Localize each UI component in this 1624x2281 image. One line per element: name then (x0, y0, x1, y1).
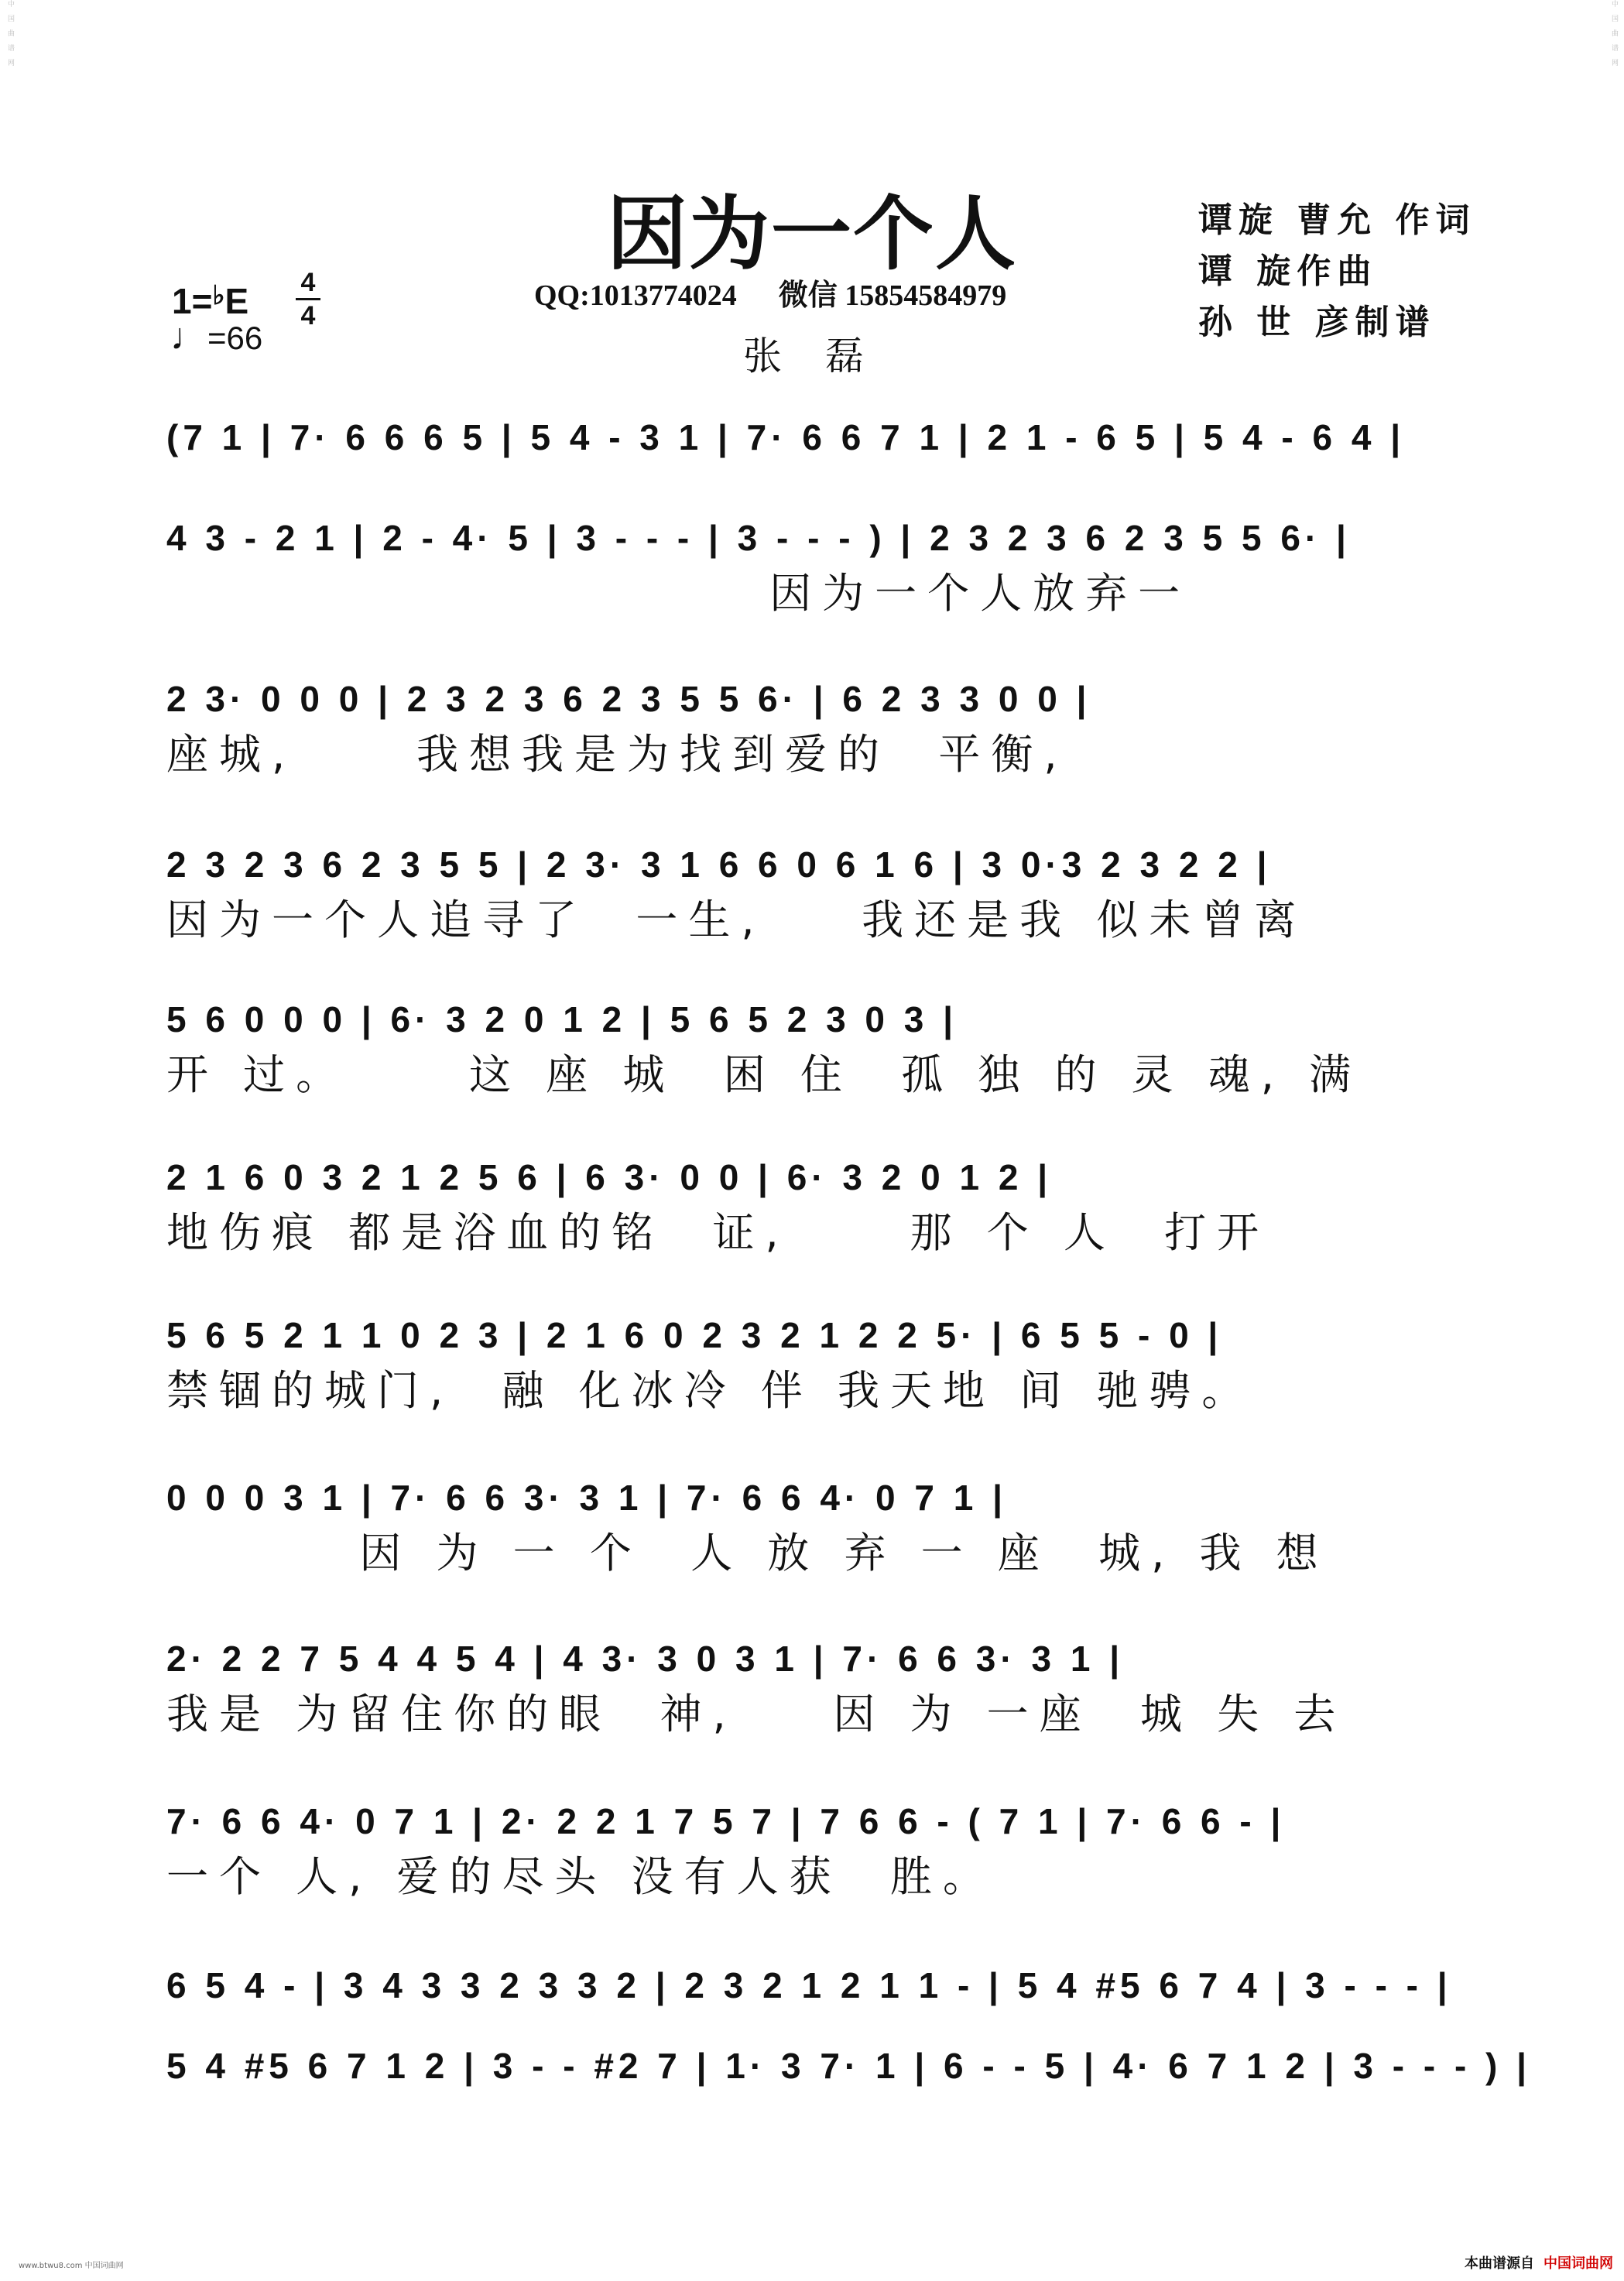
notation-line: 2 3 2 3 6 2 3 5 5 | 2 3· 3 1 6 6 0 6 1 6 | 3 0·3 2 3 2 2 | (166, 844, 1272, 885)
key-note: E (224, 281, 249, 321)
footer-site-name: 中国词曲网 (1543, 2255, 1613, 2272)
lyric-line: 座城, 我想我是为找到爱的 平衡, (166, 730, 1068, 779)
lyric-line: 因为一个人追寻了 一生, 我还是我 似未曾离 (166, 896, 1307, 944)
notation-line: 6 5 4 - | 3 4 3 3 2 3 3 2 | 2 3 2 1 2 1 1 - | 5 4 #5 6 7 4 | 3 - - - | (166, 1965, 1452, 2005)
notation-line: 5 6 0 0 0 | 6· 3 2 0 1 2 | 5 6 5 2 3 0 3 | (166, 999, 958, 1039)
footer-source-label: 本曲谱源自 (1465, 2255, 1534, 2272)
lyric-line: 地伤痕 都是浴血的铭 证, 那 个 人 打开 (166, 1208, 1270, 1257)
time-signature (296, 268, 320, 331)
score-system-2 (166, 511, 1461, 622)
quarter-note-icon: ♩ (170, 317, 207, 358)
score-system-8 (166, 1471, 1461, 1582)
score-system-10 (166, 1794, 1461, 1906)
notation-line: (7 1 | 7· 6 6 6 5 | 5 4 - 3 1 | 7· 6 6 7 1 | 2 1 - 6 5 | 5 4 - 6 4 | (166, 417, 1406, 457)
score-system-4 (166, 837, 1461, 949)
notation-line: 5 6 5 2 1 1 0 2 3 | 2 1 6 0 2 3 2 1 2 2 5· | 6 5 5 - 0 | (166, 1315, 1223, 1355)
notation-line: 4 3 - 2 1 | 2 - 4· 5 | 3 - - - | 3 - - - ) | 2 3 2 3 6 2 3 5 5 6· | (166, 518, 1351, 558)
time-signature-bottom: 4 (300, 301, 316, 331)
score-system-11 (166, 1958, 1461, 2012)
notation-line: 2 3· 0 0 0 | 2 3 2 3 6 2 3 5 5 6· | 6 2 3 3 0 0 | (166, 679, 1091, 719)
notation-line: 7· 6 6 4· 0 7 1 | 2· 2 2 1 7 5 7 | 7 6 6 - ( 7 1 | 7· 6 6 - | (166, 1801, 1286, 1841)
time-signature-top: 4 (300, 268, 316, 297)
arranger-credit: 孙 世 彦制谱 (1198, 303, 1436, 342)
lyricist-credit: 谭旋 曹允 作词 (1198, 200, 1476, 240)
side-watermark-right: 中国曲谱网 (1610, 0, 1618, 74)
side-watermark-left: 中国曲谱网 (6, 0, 14, 74)
key-prefix: 1= (172, 281, 213, 321)
contact-wechat: 微信 15854584979 (778, 279, 1007, 312)
score-system-6 (166, 1150, 1461, 1262)
lyric-line: 禁锢的城门, 融 化冰冷 伴 我天地 间 驰骋。 (166, 1366, 1255, 1415)
notation-line: 5 4 #5 6 7 1 2 | 3 - - #2 7 | 1· 3 7· 1 | 6 - - 5 | 4· 6 7 1 2 | 3 - - - ) | (166, 2046, 1532, 2086)
notation-line: 2· 2 2 7 5 4 4 5 4 | 4 3· 3 0 3 1 | 7· 6 6 3· 3 1 | (166, 1639, 1125, 1679)
footer-source (1465, 2252, 1613, 2272)
contact-qq: QQ:1013774024 (534, 279, 737, 312)
tempo-marking (170, 316, 262, 358)
composer-credit: 谭 旋作曲 (1198, 252, 1378, 291)
score-system-12 (166, 2039, 1532, 2093)
song-title: 因为一个人 (606, 186, 1017, 281)
lyric-line: 开 过。 这 座 城 困 住 孤 独 的 灵 魂, 满 (166, 1050, 1362, 1099)
notation-line: 0 0 0 3 1 | 7· 6 6 3· 3 1 | 7· 6 6 4· 0 7 1 | (166, 1478, 1007, 1518)
flat-sign: ♭ (212, 281, 225, 310)
footer-site-url: www.btwu8.com 中国词曲网 (19, 2262, 124, 2270)
credits-block (1198, 195, 1476, 348)
lyric-line: 因为一个人放弃一 (166, 569, 1191, 618)
lyric-line: 我是 为留住你的眼 神, 因 为 一座 城 失 去 (166, 1690, 1347, 1738)
contact-line (534, 271, 1048, 313)
tempo-value: =66 (207, 320, 263, 356)
score-system-7 (166, 1308, 1461, 1420)
notation-line: 2 1 6 0 3 2 1 2 5 6 | 6 3· 0 0 | 6· 3 2 0 1 2 | (166, 1157, 1053, 1197)
time-signature-bar (296, 298, 320, 300)
score-system-3 (166, 672, 1461, 783)
score-system-5 (166, 992, 1461, 1104)
lyric-line: 一个 人, 爱的尽头 没有人获 胜。 (166, 1852, 995, 1901)
score-system-9 (166, 1632, 1461, 1743)
lyric-line: 因 为 一 个 人 放 弃 一 座 城, 我 想 (166, 1529, 1329, 1577)
singer-name: 张 磊 (743, 334, 879, 378)
score-system-1 (166, 410, 1461, 522)
